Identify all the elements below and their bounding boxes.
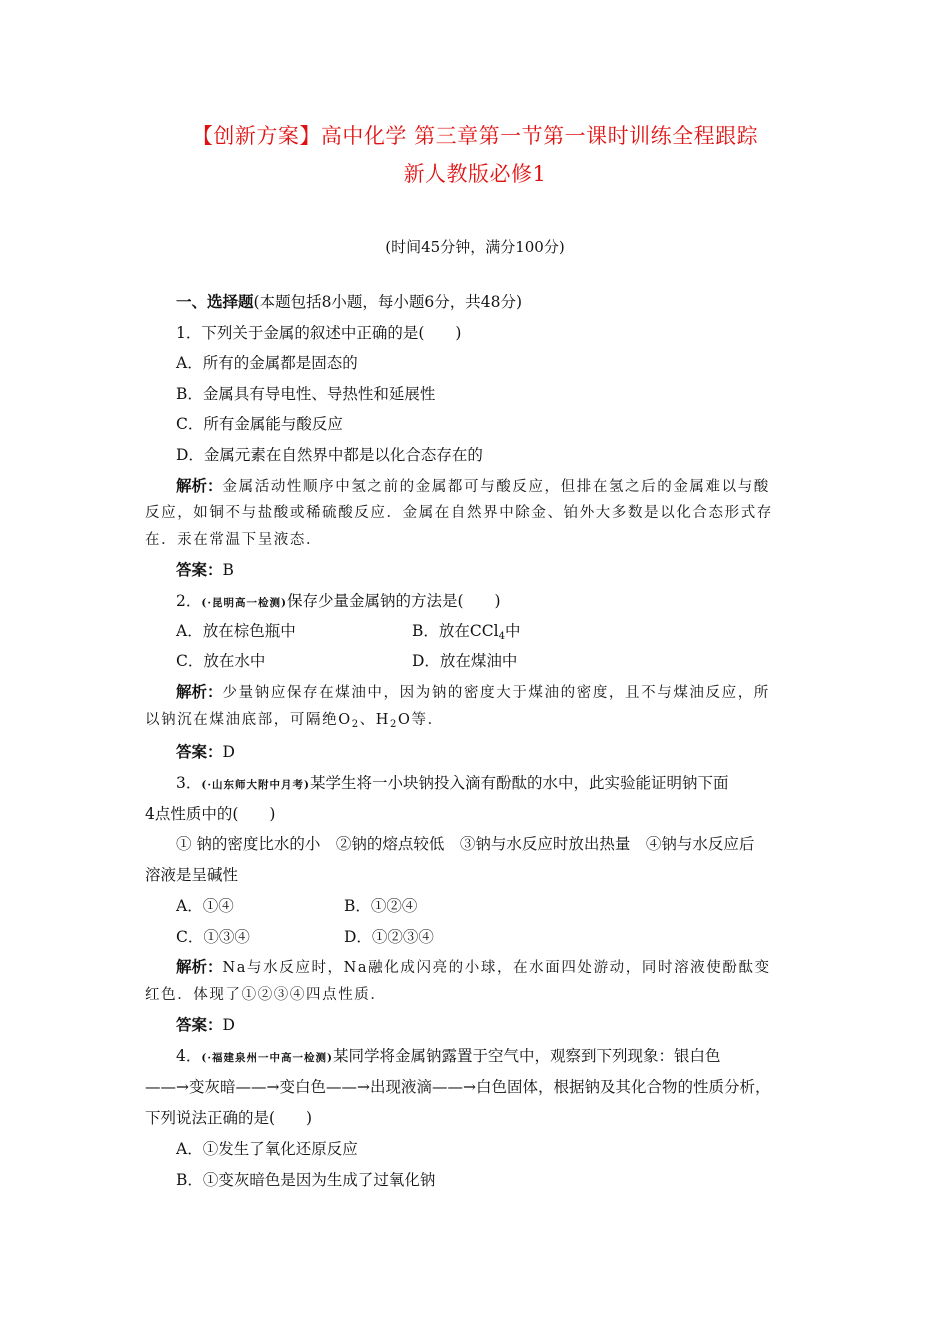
q2-option-b-text: B．放在CCl (412, 622, 499, 640)
q4-stem-line3: 下列说法正确的是( ) (145, 1109, 313, 1127)
q4-number: 4． (176, 1047, 202, 1065)
q3-stem-line2: 4点性质中的( ) (145, 805, 276, 823)
q1-option-b: B．金属具有导电性、导热性和延展性 (176, 385, 436, 403)
q3-source: (·山东师大附中月考) (201, 779, 310, 791)
q1-analysis-text: 金属活动性顺序中氢之前的金属都可与酸反应，但排在氢之后的金属难以与酸 (222, 479, 770, 495)
q2-option-b (412, 621, 520, 647)
q1-option-a: A．所有的金属都是固态的 (176, 354, 358, 372)
section-note: (本题包括8小题，每小题6分，共48分) (253, 293, 523, 311)
q2-analysis-sub2: 2 (390, 719, 398, 730)
q3-number: 3． (176, 774, 202, 792)
q4-option-b: B．①变灰暗色是因为生成了过氧化钠 (176, 1171, 436, 1189)
q4-stem-line1 (176, 1046, 720, 1068)
q3-answer-value: D (222, 1016, 235, 1034)
q3-option-a: A．①④ (176, 897, 234, 915)
q2-number: 2． (176, 592, 202, 610)
q3-stem-line1 (176, 773, 728, 795)
q2-analysis-text: 少量钠应保存在煤油中，因为钠的密度大于煤油的密度，且不与煤油反应，所 (222, 685, 770, 701)
q2-analysis-line2-pre: 以钠沉在煤油底部，可隔绝O (145, 712, 352, 728)
q3-option-b: B．①②④ (344, 897, 418, 915)
q2-analysis-line2 (145, 710, 444, 735)
section-title: 一、选择题 (176, 292, 254, 311)
q2-answer-label: 答案： (176, 742, 223, 761)
q1-analysis-label: 解析： (176, 476, 223, 495)
q1-answer-value: B (222, 561, 234, 579)
q2-answer (176, 742, 235, 762)
time-score-note: (时间45分钟，满分100分) (385, 238, 565, 256)
section-heading (176, 292, 522, 312)
q2-analysis-line2-mid: 、H (359, 712, 391, 728)
q1-analysis-line1 (176, 476, 770, 497)
q1-option-c: C．所有金属能与酸反应 (176, 415, 343, 433)
q1-answer-label: 答案： (176, 560, 223, 579)
q3-answer-label: 答案： (176, 1015, 223, 1034)
q1-option-d: D．金属元素在自然界中都是以化合态存在的 (176, 446, 483, 464)
q2-stem-text: 保存少量金属钠的方法是( ) (286, 592, 501, 610)
q3-option-c: C．①③④ (176, 928, 250, 946)
q3-analysis-text: Na与水反应时，Na融化成闪亮的小球，在水面四处游动，同时溶液使酚酞变 (222, 960, 771, 976)
q3-option-d: D．①②③④ (344, 928, 434, 946)
q2-option-a: A．放在棕色瓶中 (176, 622, 296, 640)
q3-analysis-line1 (176, 957, 771, 978)
q3-analysis-line2: 红色．体现了①②③④四点性质． (145, 987, 387, 1003)
q1-analysis-line2: 反应，如铜不与盐酸或稀硫酸反应．金属在自然界中除金、铂外大多数是以化合态形式存 (145, 505, 773, 521)
q4-option-a: A．①发生了氧化还原反应 (176, 1140, 358, 1158)
q2-answer-value: D (222, 743, 235, 761)
q3-answer (176, 1015, 235, 1035)
q4-stem-text: 某同学将金属钠露置于空气中，观察到下列现象：银白色 (332, 1047, 721, 1065)
q3-statements-line2: 溶液是呈碱性 (145, 866, 239, 884)
q3-statements-line1: ① 钠的密度比水的小 ②钠的熔点较低 ③钠与水反应时放出热量 ④钠与水反应后 (176, 835, 755, 853)
q2-option-c: C．放在水中 (176, 652, 266, 670)
q1-stem: 1．下列关于金属的叙述中正确的是( ) (176, 324, 462, 342)
q2-analysis-sub1: 2 (351, 719, 360, 730)
q1-answer (176, 560, 234, 580)
q3-analysis-label: 解析： (176, 957, 223, 976)
q2-option-d: D．放在煤油中 (412, 652, 518, 670)
q1-analysis-line3: 在．汞在常温下呈液态． (145, 532, 323, 548)
q2-option-b-sub: 4 (498, 631, 505, 642)
document-title-line1: 【创新方案】高中化学 第三章第一节第一课时训练全程跟踪 (191, 124, 759, 148)
document-title-line2: 新人教版必修1 (403, 162, 547, 186)
q4-source: (·福建泉州一中高一检测) (201, 1052, 333, 1064)
q2-option-b-post: 中 (504, 622, 521, 640)
q3-stem-text: 某学生将一小块钠投入滴有酚酞的水中，此实验能证明钠下面 (309, 774, 729, 792)
q2-stem (176, 591, 501, 613)
q4-stem-line2: ——→变灰暗——→变白色——→出现液滴——→白色固体，根据钠及其化合物的性质分析， (145, 1078, 771, 1096)
q2-analysis-label: 解析： (176, 682, 223, 701)
q2-source: (·昆明高一检测) (201, 597, 287, 609)
q2-analysis-line2-post: O等． (397, 712, 444, 728)
q2-analysis-line1 (176, 682, 770, 703)
